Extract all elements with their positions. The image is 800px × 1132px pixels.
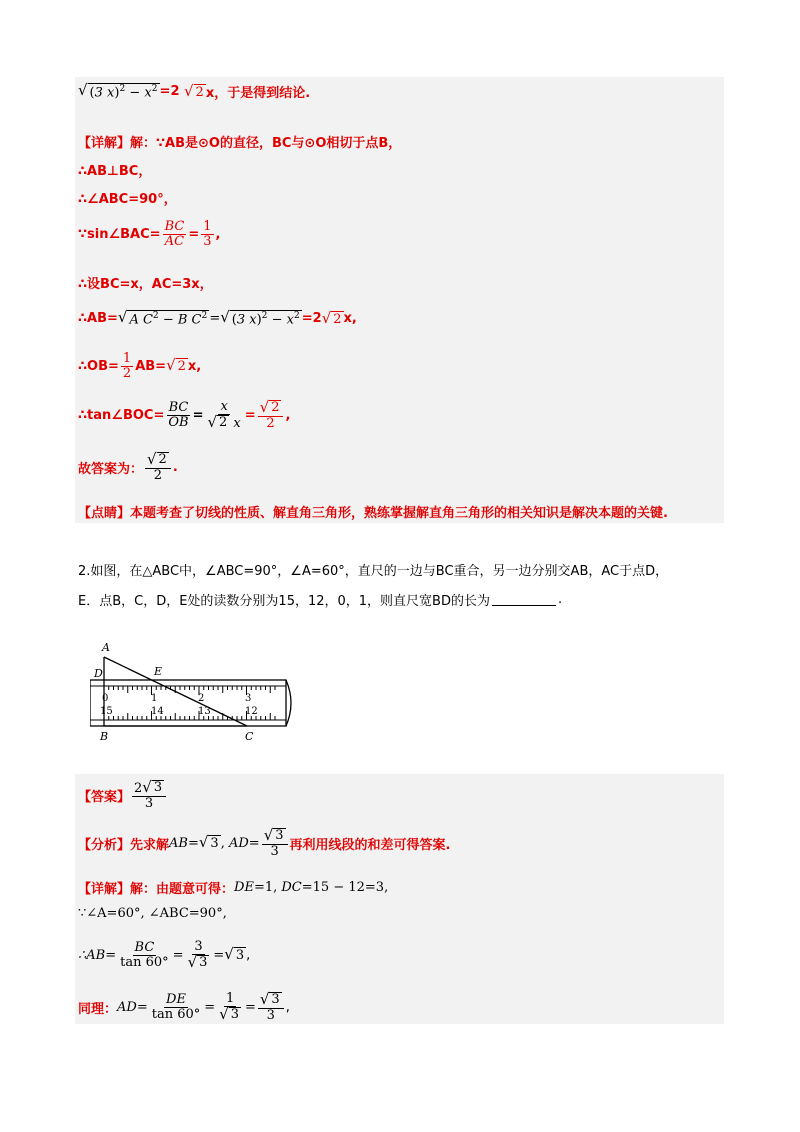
detail-tag: 【详解】: [78, 136, 131, 151]
insight-tag: 【点睛】: [78, 506, 131, 521]
conclusion-line: √ (3 $x)^2 - x^2$ =2 √ 2 x，于是得到结论.: [78, 80, 311, 101]
bottom-number-14: 14: [151, 706, 164, 717]
answer2-tag: 【答案】: [78, 789, 131, 805]
ruler-triangle-figure: [90, 640, 300, 750]
solution-panel-2: [75, 774, 724, 1024]
bottom-number-15: 15: [100, 706, 113, 717]
top-number-0: 0: [102, 693, 109, 704]
detail-line-8: ∴tan∠BOC= $\frac{BC}{OB}$ = x √ 2 x = √ 2 2 ,: [78, 398, 291, 431]
answer2-line: 【答案】 2 √ 3 3: [78, 780, 168, 810]
detail-line-2: ∴AB⊥BC，: [78, 164, 152, 179]
top-number-1: 1: [151, 693, 158, 704]
bottom-number-13: 13: [198, 706, 211, 717]
detail-line-3: ∴∠ABC=90°，: [78, 192, 177, 207]
label-D: D: [94, 667, 103, 680]
detail-line-7: ∴OB= $\frac{1}{2}$ AB= √ 2 x,: [78, 351, 202, 381]
top-number-2: 2: [198, 693, 205, 704]
answer-blank: [492, 593, 556, 606]
answer-line: 故答案为： √ 2 2 .: [78, 450, 178, 483]
top-number-3: 3: [245, 693, 252, 704]
insight-line: [78, 502, 668, 521]
detail2-line-1: 【详解】 解：由题意可得： DE=1, DC=15 − 12=3,: [78, 880, 389, 897]
detail2-line-4: 同理： AD= $\frac{DE}{\tan 60^\circ}$ = 1 √ 3 = √ 3 3 ,: [78, 990, 290, 1023]
sqrt-expression: √ (3 $x)^2 - x^2$: [78, 80, 158, 101]
insight-text: 本题考查了切线的性质、解直角三角形，熟练掌握解直角三角形的相关知识是解决本题的关键.: [130, 506, 668, 521]
label-E: E: [154, 665, 163, 678]
question-line-2: E．点B，C，D，E处的读数分别为15，12，0，1，则直尺宽BD的长为 .: [78, 592, 563, 609]
analysis-line: 【分析】 先求解 AB= √ 3 , AD= √ 3 3 再利用线段的和差可得答案.: [78, 826, 451, 859]
label-A: A: [102, 641, 110, 654]
detail-line-6: ∴AB= √ A $C^2 - B$ $C^2$ = √ (3 $x)^2 - x^2$ =2 √ 2 x,: [78, 308, 357, 328]
detail-line-5: ∴设BC=x，AC=3x，: [78, 277, 213, 292]
analysis-tag: 【分析】: [78, 837, 131, 853]
question-line-1: 2.如图，在△ABC中，∠ABC=90°，∠A=60°，直尺的一边与BC重合，另一边分别交AB，AC于点D，: [78, 564, 669, 579]
detail-line-4: ∵sin∠BAC= $\frac{BC}{AC}$ = $\frac{1}{3}$ ,: [78, 219, 221, 249]
detail-text: 解：∵AB是⊙O的直径，BC与⊙O相切于点B，: [130, 136, 402, 151]
detail2-tag: 【详解】: [78, 882, 131, 897]
detail2-line-3: ∴ AB= $\frac{BC}{\tan 60^\circ}$ = 3 √ 3 = √ 3 ,: [78, 939, 251, 971]
detail2-line-2: ∵∠A=60°, ∠ABC=90°,: [78, 906, 227, 921]
detail-line-1: [78, 132, 401, 151]
label-B: B: [100, 730, 109, 743]
bottom-number-12: 12: [245, 706, 258, 717]
label-C: C: [245, 730, 254, 743]
conclusion-text: x，于是得到结论.: [205, 86, 311, 101]
